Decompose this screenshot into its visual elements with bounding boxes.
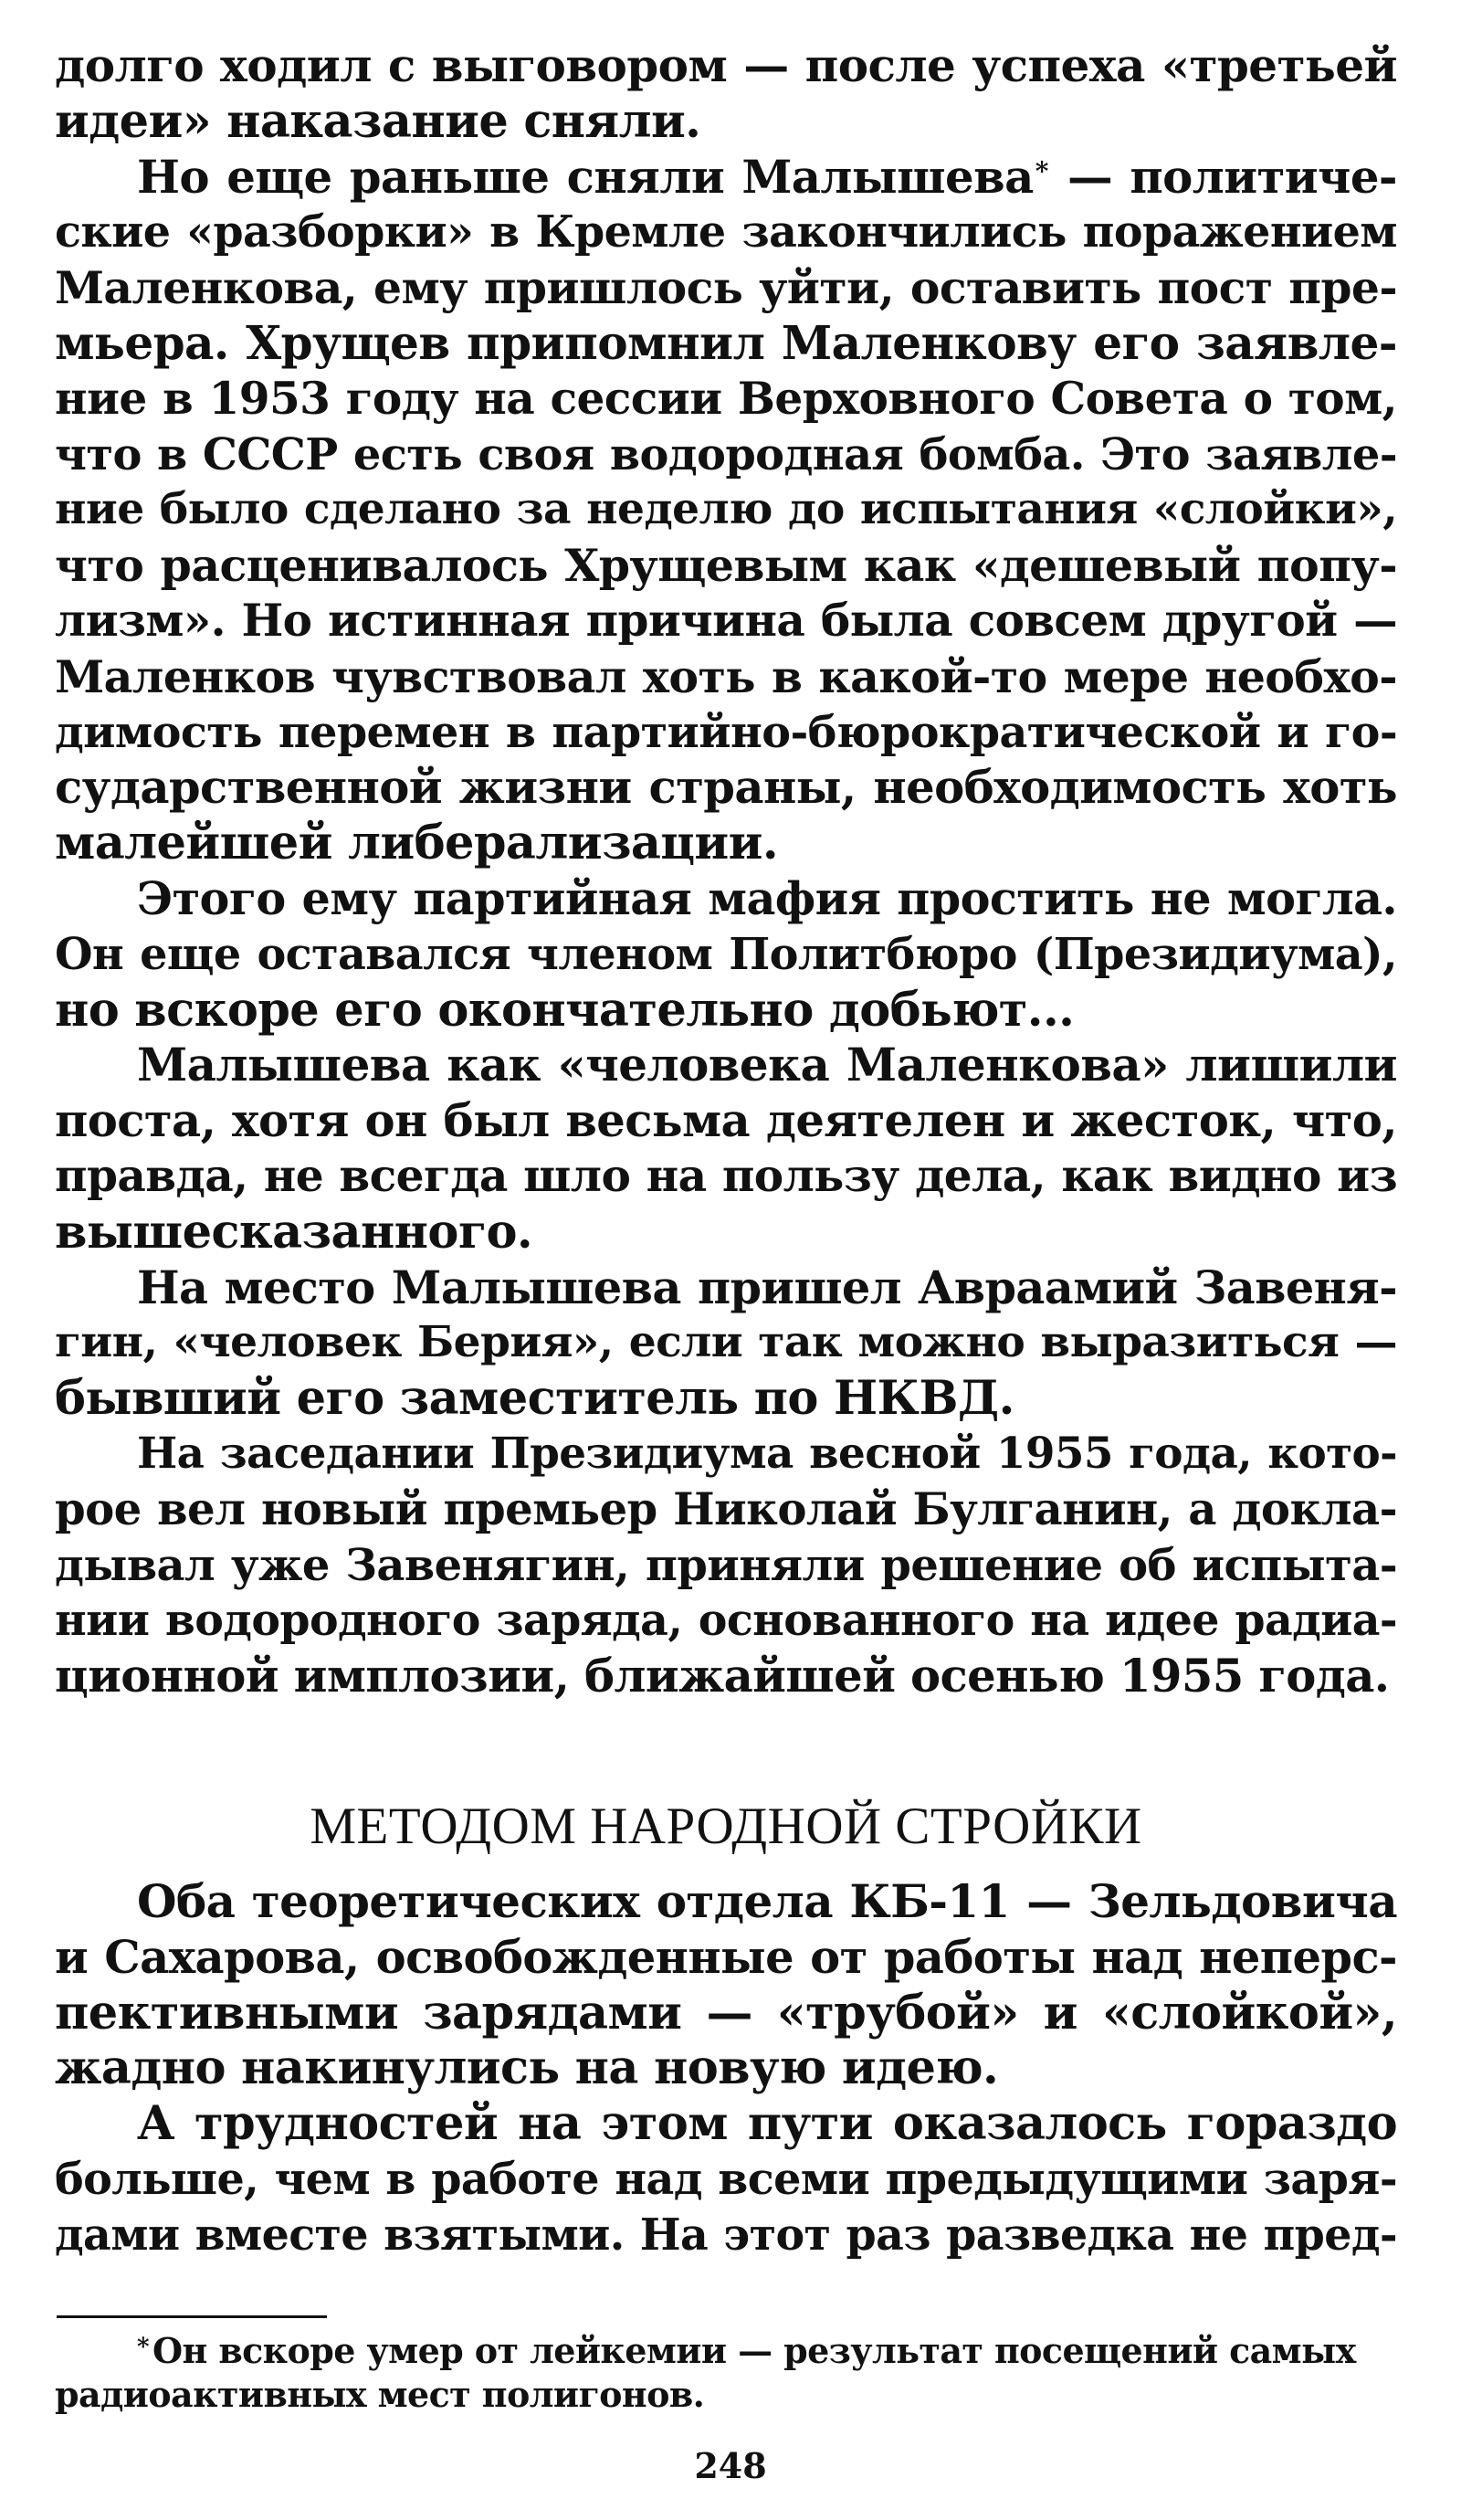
section-heading: МЕТОДОМ НАРОДНОЙ СТРОЙКИ	[310, 1798, 1142, 1856]
text-fragment: политиче-	[1130, 149, 1397, 204]
text-line: Оба теоретических отдела КБ-11 — Зельдовича	[137, 1874, 1397, 1928]
text-line: лизм». Но истинная причина была совсем другой —	[55, 594, 1397, 647]
section-text	[55, 1874, 1397, 2263]
text-line: вышесказанного.	[55, 1204, 533, 1260]
footnote-line	[55, 2329, 1397, 2373]
text-line: А трудностей на этом пути оказалось гораздо	[137, 2096, 1397, 2152]
text-fragment: Но еще раньше сняли Малышева	[137, 149, 1034, 204]
text-line: правда, не всегда шло на пользу дела, как видно из	[55, 1149, 1397, 1202]
text-line: больше, чем в работе над всеми предыдущими заря-	[55, 2153, 1397, 2205]
paragraph-1	[55, 38, 1397, 150]
text-line: сударственной жизни страны, необходимость хоть	[55, 760, 1397, 815]
text-line: ние в 1953 году на сессии Верховного Совета о том,	[55, 372, 1397, 425]
text-line: но вскоре его окончательно добьют...	[55, 982, 1075, 1038]
text-line: поста, хотя он был весьма деятелен и жесток, что,	[55, 1093, 1397, 1148]
text-line: мьера. Хрущев припомнил Маленкову его заявле-	[55, 315, 1397, 370]
text-line: бывший его заместитель по НКВД.	[55, 1371, 1014, 1427]
text-line: рое вел новый премьер Николай Булганин, а докла-	[55, 1483, 1397, 1535]
text-line: долго ходил с выговором — после успеха «третьей	[55, 38, 1397, 92]
text-line: ние было сделано за неделю до испытания «слойки»,	[55, 484, 1397, 535]
text-line: Этого ему партийная мафия простить не могла.	[137, 871, 1397, 925]
text-line: малейшей либерализации.	[55, 816, 779, 871]
page-number: 248	[694, 2445, 767, 2486]
text-line: ционной имплозии, ближайшей осенью 1955 года.	[55, 1649, 1390, 1703]
paragraph-4	[55, 1038, 1397, 1260]
text-line: Маленков чувствовал хоть в какой-то мере необхо-	[55, 649, 1397, 703]
text-fragment: Он вскоре умер от лейкемии — результат посещений самых	[152, 2330, 1356, 2371]
main-text	[55, 38, 1397, 1704]
text-line: Он еще оставался членом Политбюро (Президиума),	[55, 928, 1397, 980]
text-line: дами вместе взятыми. На этот раз разведка не пред-	[55, 2209, 1397, 2261]
section-paragraph-2	[55, 2096, 1397, 2262]
text-line: димость перемен в партийно-бюрократической и го-	[55, 706, 1397, 758]
footnote	[55, 2329, 1397, 2417]
footnote-mark: *	[137, 2334, 149, 2361]
text-line: гин, «человек Берия», если так можно выразиться —	[55, 1317, 1397, 1368]
footnote-marker[interactable]: *	[1035, 155, 1048, 186]
text-fragment: —	[1067, 149, 1113, 204]
text-line: На заседании Президиума весной 1955 года, кото-	[137, 1428, 1397, 1479]
section-paragraph-1	[55, 1874, 1397, 2096]
text-line	[55, 150, 1397, 206]
text-line: Малышева как «человека Маленкова» лишили	[137, 1038, 1397, 1092]
paragraph-5	[55, 1260, 1397, 1427]
text-line: идеи» наказание сняли.	[55, 93, 701, 149]
text-line: пективными зарядами — «трубой» и «слойкой»,	[55, 1985, 1397, 2040]
paragraph-2	[55, 150, 1397, 871]
text-line: дывал уже Завенягин, приняли решение об испыта-	[55, 1539, 1397, 1591]
paragraph-3	[55, 871, 1397, 1038]
text-line: нии водородного заряда, основанного на идее радиа-	[55, 1595, 1397, 1647]
text-line: жадно накинулись на новую идею.	[55, 2040, 999, 2096]
text-line: что в СССР есть своя водородная бомба. Это заявле-	[55, 428, 1397, 480]
footnote-divider	[57, 2315, 327, 2318]
text-line: На место Малышева пришел Авраамий Завеня-	[137, 1260, 1397, 1314]
text-line: ские «разборки» в Кремле закончились поражением	[55, 206, 1397, 258]
text-line: что расценивалось Хрущевым как «дешевый попу-	[55, 539, 1397, 593]
footnote-line: радиоактивных мест полигонов.	[55, 2374, 705, 2415]
text-line: Маленкова, ему пришлось уйти, оставить пост пре-	[55, 261, 1397, 315]
paragraph-6	[55, 1427, 1397, 1704]
text-line: и Сахарова, освобожденные от работы над неперс-	[55, 1929, 1397, 1984]
